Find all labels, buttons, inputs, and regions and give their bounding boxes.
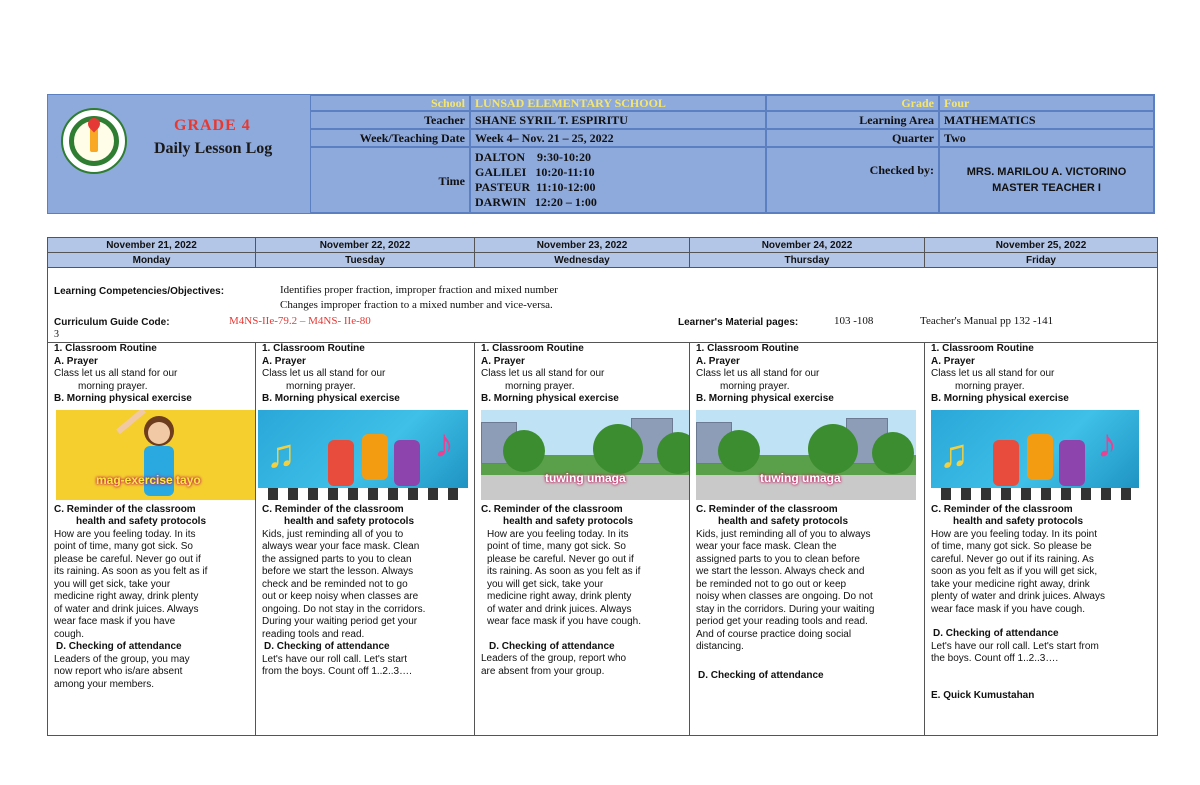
text-line: of time, many got sick. So please be [931,541,1092,552]
teacher-label: Teacher [310,111,470,129]
attendance-text [256,654,474,679]
text-line: plenty of water and drink juices. Always [931,591,1105,602]
routine-heading: 1. Classroom Routine [481,343,584,354]
friday-column [925,343,1157,735]
prayer-text: Class let us all stand for our [262,368,386,379]
image-caption: tuwing umaga [545,470,626,485]
log-title: Daily Lesson Log [154,140,273,157]
text-line: its raining. As soon as you felt as if [54,566,208,577]
text-line: wear face mask if you have [54,616,176,627]
reminder-heading: health and safety protocols [76,516,207,527]
time-slot: DALTON 9:30-10:20 [475,150,592,164]
grade-value: Four [939,95,1154,111]
reminder-heading: C. Reminder of the classroom [931,503,1073,515]
school-label: School [310,95,470,111]
week-value: Week 4– Nov. 21 – 25, 2022 [470,129,766,147]
reminder-text [925,529,1157,617]
image-caption: mag-exercise tayo [96,472,201,487]
day-date: November 25, 2022 [925,238,1157,253]
day-date: November 21, 2022 [48,238,255,253]
title-panel [48,95,310,213]
prayer-text: morning prayer. [505,380,575,392]
routine-heading: 1. Classroom Routine [54,343,157,354]
text-line: Let's have our roll call. Let's start from [931,640,1099,652]
time-slot: GALILEI 10:20-11:10 [475,165,595,179]
day-name: Monday [132,255,171,266]
text-line: Kids, just reminding all of you to [262,528,404,540]
text-line: from the boys. Count off 1..2..3…. [262,666,412,677]
thursday-column [690,343,925,735]
prayer-heading: A. Prayer [262,355,306,367]
reminder-text [48,529,255,642]
prayer-text: Class let us all stand for our [481,368,605,379]
text-line: point of time, many got sick. So [487,541,626,552]
text-line: distancing. [696,641,744,652]
quarter-label: Quarter [766,129,939,147]
text-line: point of time, many got sick. So [54,541,193,552]
text-line: always wear your face mask. Clean [262,541,420,552]
routine-heading: 1. Classroom Routine [931,343,1034,354]
image-caption: tuwing umaga [760,470,841,485]
exercise-image [696,410,916,500]
text-line: out or keep noisy when classes are [262,591,419,602]
competencies-row [48,268,1157,343]
prayer-text: morning prayer. [720,380,790,392]
reminder-heading: health and safety protocols [503,516,634,527]
attendance-heading: D. Checking of attendance [933,628,1059,639]
prayer-text: Class let us all stand for our [54,368,178,379]
exercise-image [481,410,689,500]
text-line: How are you feeling today. In its [54,528,196,540]
text-line: wear face mask if you have cough. [487,616,641,627]
reminder-text [475,529,689,629]
text-line: medicine right away, drink plenty [54,591,199,602]
text-line: of water and drink juices. Always [54,603,199,615]
text-line: be reminded not to go out or keep [696,578,847,590]
text-line: now report who is/are absent [54,666,183,677]
competency-line-1: Identifies proper fraction, improper fraction and mixed number [280,284,558,296]
day-header-tuesday [256,238,475,268]
attendance-text [48,654,255,692]
checked-by-label: Checked by: [766,147,939,213]
reminder-text [690,529,924,654]
text-line: assigned parts to you to clean before [696,553,860,565]
tuesday-column [256,343,475,735]
time-slot: PASTEUR 11:10-12:00 [475,180,596,194]
curriculum-code-wrap: 3 [54,329,59,340]
text-line: among your members. [54,678,155,690]
text-line: soon as you felt as if you will get sick, [931,566,1098,577]
prayer-text: morning prayer. [286,380,356,392]
text-line: check and be reminded not to go [262,578,408,590]
text-line: we start the lesson. Always check and [696,566,865,577]
day-date: November 23, 2022 [475,238,689,253]
exercise-image: ♫ ♪ [258,410,468,500]
exercise-heading: B. Morning physical exercise [481,393,619,404]
text-line: take your medicine right away, drink [931,578,1090,590]
checker-title: MASTER TEACHER I [992,182,1101,194]
routine-heading: 1. Classroom Routine [696,343,799,354]
attendance-heading: D. Checking of attendance [56,641,182,652]
lesson-log-header [47,94,1155,214]
week-label: Week/Teaching Date [310,129,470,147]
learners-material-label: Learner's Material pages: [678,317,799,328]
attendance-heading: D. Checking of attendance [698,669,824,681]
day-header-wednesday [475,238,690,268]
prayer-heading: A. Prayer [54,355,98,367]
prayer-text: morning prayer. [78,380,148,392]
learners-material-value: 103 -108 [834,315,874,327]
exercise-heading: B. Morning physical exercise [54,393,192,404]
text-line: noisy when classes are ongoing. Do not [696,591,873,602]
text-line: the boys. Count off 1..2..3…. [931,653,1059,664]
text-line: of water and drink juices. Always [487,603,632,615]
reminder-heading: health and safety protocols [718,516,849,527]
reminder-heading: health and safety protocols [284,516,415,527]
checker-name: MRS. MARILOU A. VICTORINO [966,166,1127,178]
quarter-value: Two [939,129,1154,147]
teacher-value: SHANE SYRIL T. ESPIRITU [470,111,766,129]
day-name: Wednesday [554,255,610,266]
competency-line-2: Changes improper fraction to a mixed number and vice-versa. [280,299,553,311]
text-line: Kids, just reminding all of you to always [696,528,871,540]
grade-label: Grade [766,95,939,111]
attendance-heading: D. Checking of attendance [264,641,390,652]
day-name: Thursday [784,255,830,266]
text-line: medicine right away, drink plenty [487,591,632,602]
reminder-heading: C. Reminder of the classroom [696,503,838,515]
learning-area-value: MATHEMATICS [939,111,1154,129]
reminder-heading: C. Reminder of the classroom [54,503,196,515]
text-line: How are you feeling today. In its point [931,528,1098,540]
monday-column [48,343,256,735]
day-header-monday [48,238,256,268]
text-line: Leaders of the group, report who [481,653,627,664]
day-date: November 24, 2022 [690,238,924,253]
text-line: wear your face mask. Clean the [696,541,837,552]
text-line: you will get sick, take your [54,578,171,590]
routine-heading: 1. Classroom Routine [262,343,365,354]
text-line: period get your reading tools and read. [696,616,868,627]
text-line: ongoing. Do not stay in the corridors. [262,603,426,615]
text-line: careful. Never go out if its raining. As [931,553,1094,565]
daily-plan-table [47,237,1158,736]
text-line: please be careful. Never go out if [54,553,201,565]
competency-label: Learning Competencies/Objectives: [54,286,225,297]
text-line: its raining. As soon as you felt as if [487,566,641,577]
school-seal-icon [61,108,127,174]
text-line: wear face mask if you have cough. [931,603,1085,615]
checker-block [939,147,1154,213]
day-header-thursday [690,238,925,268]
reminder-heading: C. Reminder of the classroom [262,503,404,515]
wednesday-column [475,343,690,735]
prayer-heading: A. Prayer [696,355,740,367]
attendance-text [925,641,1157,666]
exercise-image [56,410,255,500]
text-line: During your waiting period get your [262,616,418,627]
text-line: Leaders of the group, you may [54,653,190,665]
prayer-text: morning prayer. [955,380,1025,392]
curriculum-code-label: Curriculum Guide Code: [54,317,170,328]
text-line: reading tools and read. [262,628,365,640]
text-line: are absent from your group. [481,665,605,677]
text-line: And of course practice doing social [696,628,852,640]
reminder-heading: C. Reminder of the classroom [481,503,623,515]
time-slots [470,147,766,213]
text-line: please be careful. Never go out if [487,553,634,565]
text-line: stay in the corridors. During your waiting [696,603,875,615]
exercise-image: ♫ ♪ [931,410,1139,500]
time-label: Time [310,147,470,213]
teachers-manual: Teacher's Manual pp 132 -141 [920,315,1054,327]
curriculum-code-value: M4NS-IIe-79.2 – M4NS- IIe-80 [229,315,371,327]
day-header-friday [925,238,1157,268]
prayer-text: Class let us all stand for our [696,368,820,379]
time-slot: DARWIN 12:20 – 1:00 [475,195,597,209]
day-name: Friday [1025,255,1056,266]
text-line: Let's have our roll call. Let's start [262,653,407,665]
school-value: LUNSAD ELEMENTARY SCHOOL [470,95,766,111]
text-line: How are you feeling today. In its [487,528,629,540]
exercise-heading: B. Morning physical exercise [696,393,834,404]
text-line: cough. [54,628,85,640]
attendance-heading: D. Checking of attendance [489,640,615,652]
reminder-heading: health and safety protocols [953,516,1084,527]
prayer-heading: A. Prayer [481,355,525,367]
day-date: November 22, 2022 [256,238,474,253]
reminder-text [256,529,474,642]
exercise-heading: B. Morning physical exercise [931,393,1069,404]
exercise-heading: B. Morning physical exercise [262,393,400,404]
prayer-text: Class let us all stand for our [931,368,1055,379]
text-line: before we start the lesson. Always [262,566,414,577]
prayer-heading: A. Prayer [931,355,975,367]
learning-area-label: Learning Area [766,111,939,129]
grade-title: GRADE 4 [174,117,251,134]
text-line: you will get sick, take your [487,578,604,590]
kumustahan-heading: E. Quick Kumustahan [931,689,1035,701]
day-name: Tuesday [345,255,385,266]
text-line: the assigned parts to you to clean [262,553,412,565]
attendance-text [475,653,689,678]
